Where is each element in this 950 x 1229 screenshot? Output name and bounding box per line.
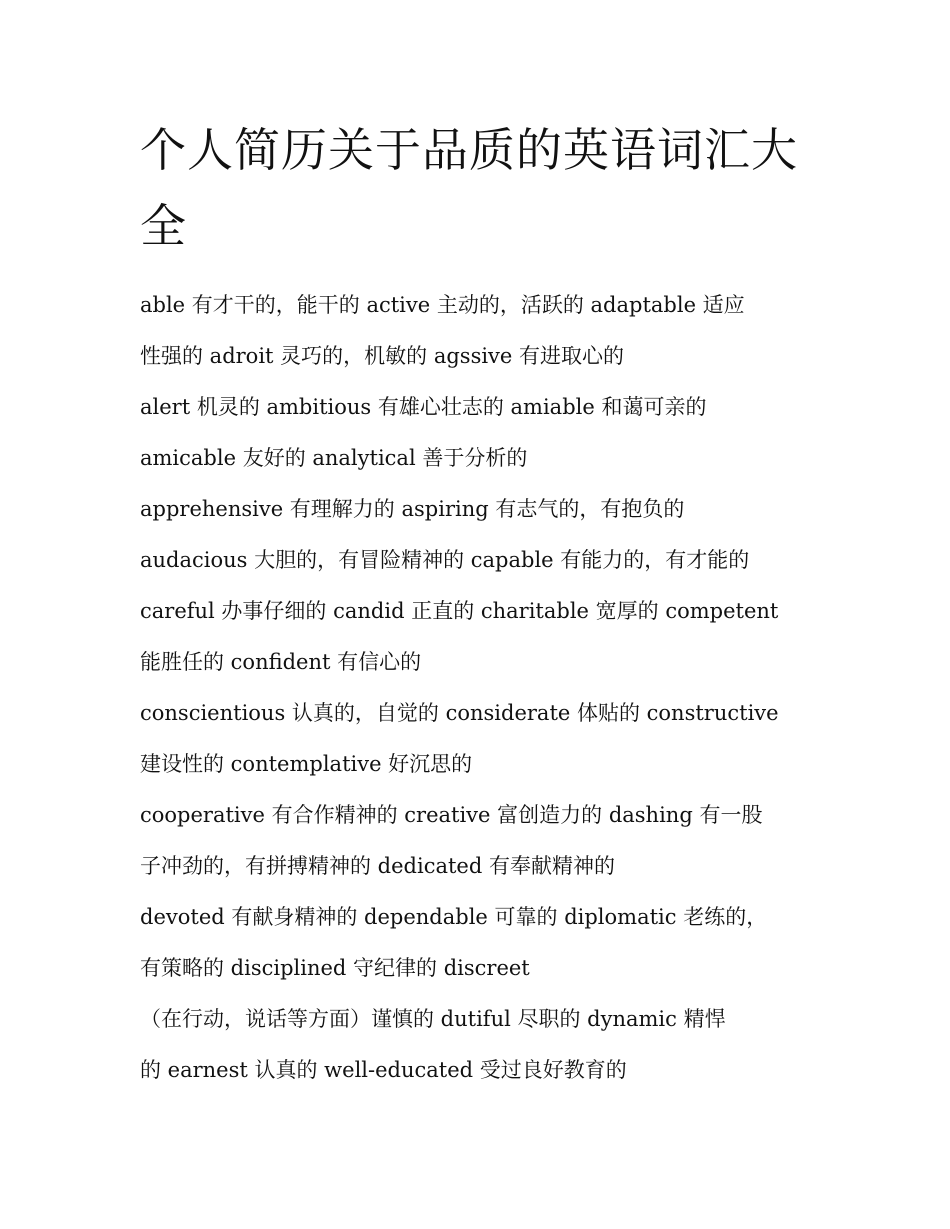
text-line: cooperative 有合作精神的 creative 富创造力的 dashing 有一股 <box>140 803 763 827</box>
text-line: （在行动，说话等方面）谨慎的 dutiful 尽职的 dynamic 精悍 <box>140 1007 726 1031</box>
text-line: able 有才干的，能干的 active 主动的，活跃的 adaptable 适应 <box>140 293 745 317</box>
text-line: 性强的 adroit 灵巧的，机敏的 agssive 有进取心的 <box>140 344 625 368</box>
document-page <box>140 112 820 1096</box>
text-line: 有策略的 disciplined 守纪律的 discreet <box>140 956 530 980</box>
document-title: 个人简历关于品质的英语词汇大全 <box>140 123 798 253</box>
text-line: amicable 友好的 analytical 善于分析的 <box>140 446 528 470</box>
text-line: careful 办事仔细的 candid 正直的 charitable 宽厚的 competent <box>140 599 779 623</box>
text-line: 建设性的 contemplative 好沉思的 <box>140 752 473 776</box>
text-line: 子冲劲的，有拼搏精神的 dedicated 有奉献精神的 <box>140 854 615 878</box>
text-line: audacious 大胆的，有冒险精神的 capable 有能力的，有才能的 <box>140 548 750 572</box>
text-line: 的 earnest 认真的 well-educated 受过良好教育的 <box>140 1058 627 1082</box>
text-line: devoted 有献身精神的 dependable 可靠的 diplomatic 老练的， <box>140 905 768 929</box>
text-line: 能胜任的 confident 有信心的 <box>140 650 422 674</box>
text-line: conscientious 认真的，自觉的 considerate 体贴的 constructive <box>140 701 779 725</box>
text-line: alert 机灵的 ambitious 有雄心壮志的 amiable 和蔼可亲的 <box>140 395 707 419</box>
text-line: apprehensive 有理解力的 aspiring 有志气的，有抱负的 <box>140 497 685 521</box>
document-body <box>140 280 820 1096</box>
